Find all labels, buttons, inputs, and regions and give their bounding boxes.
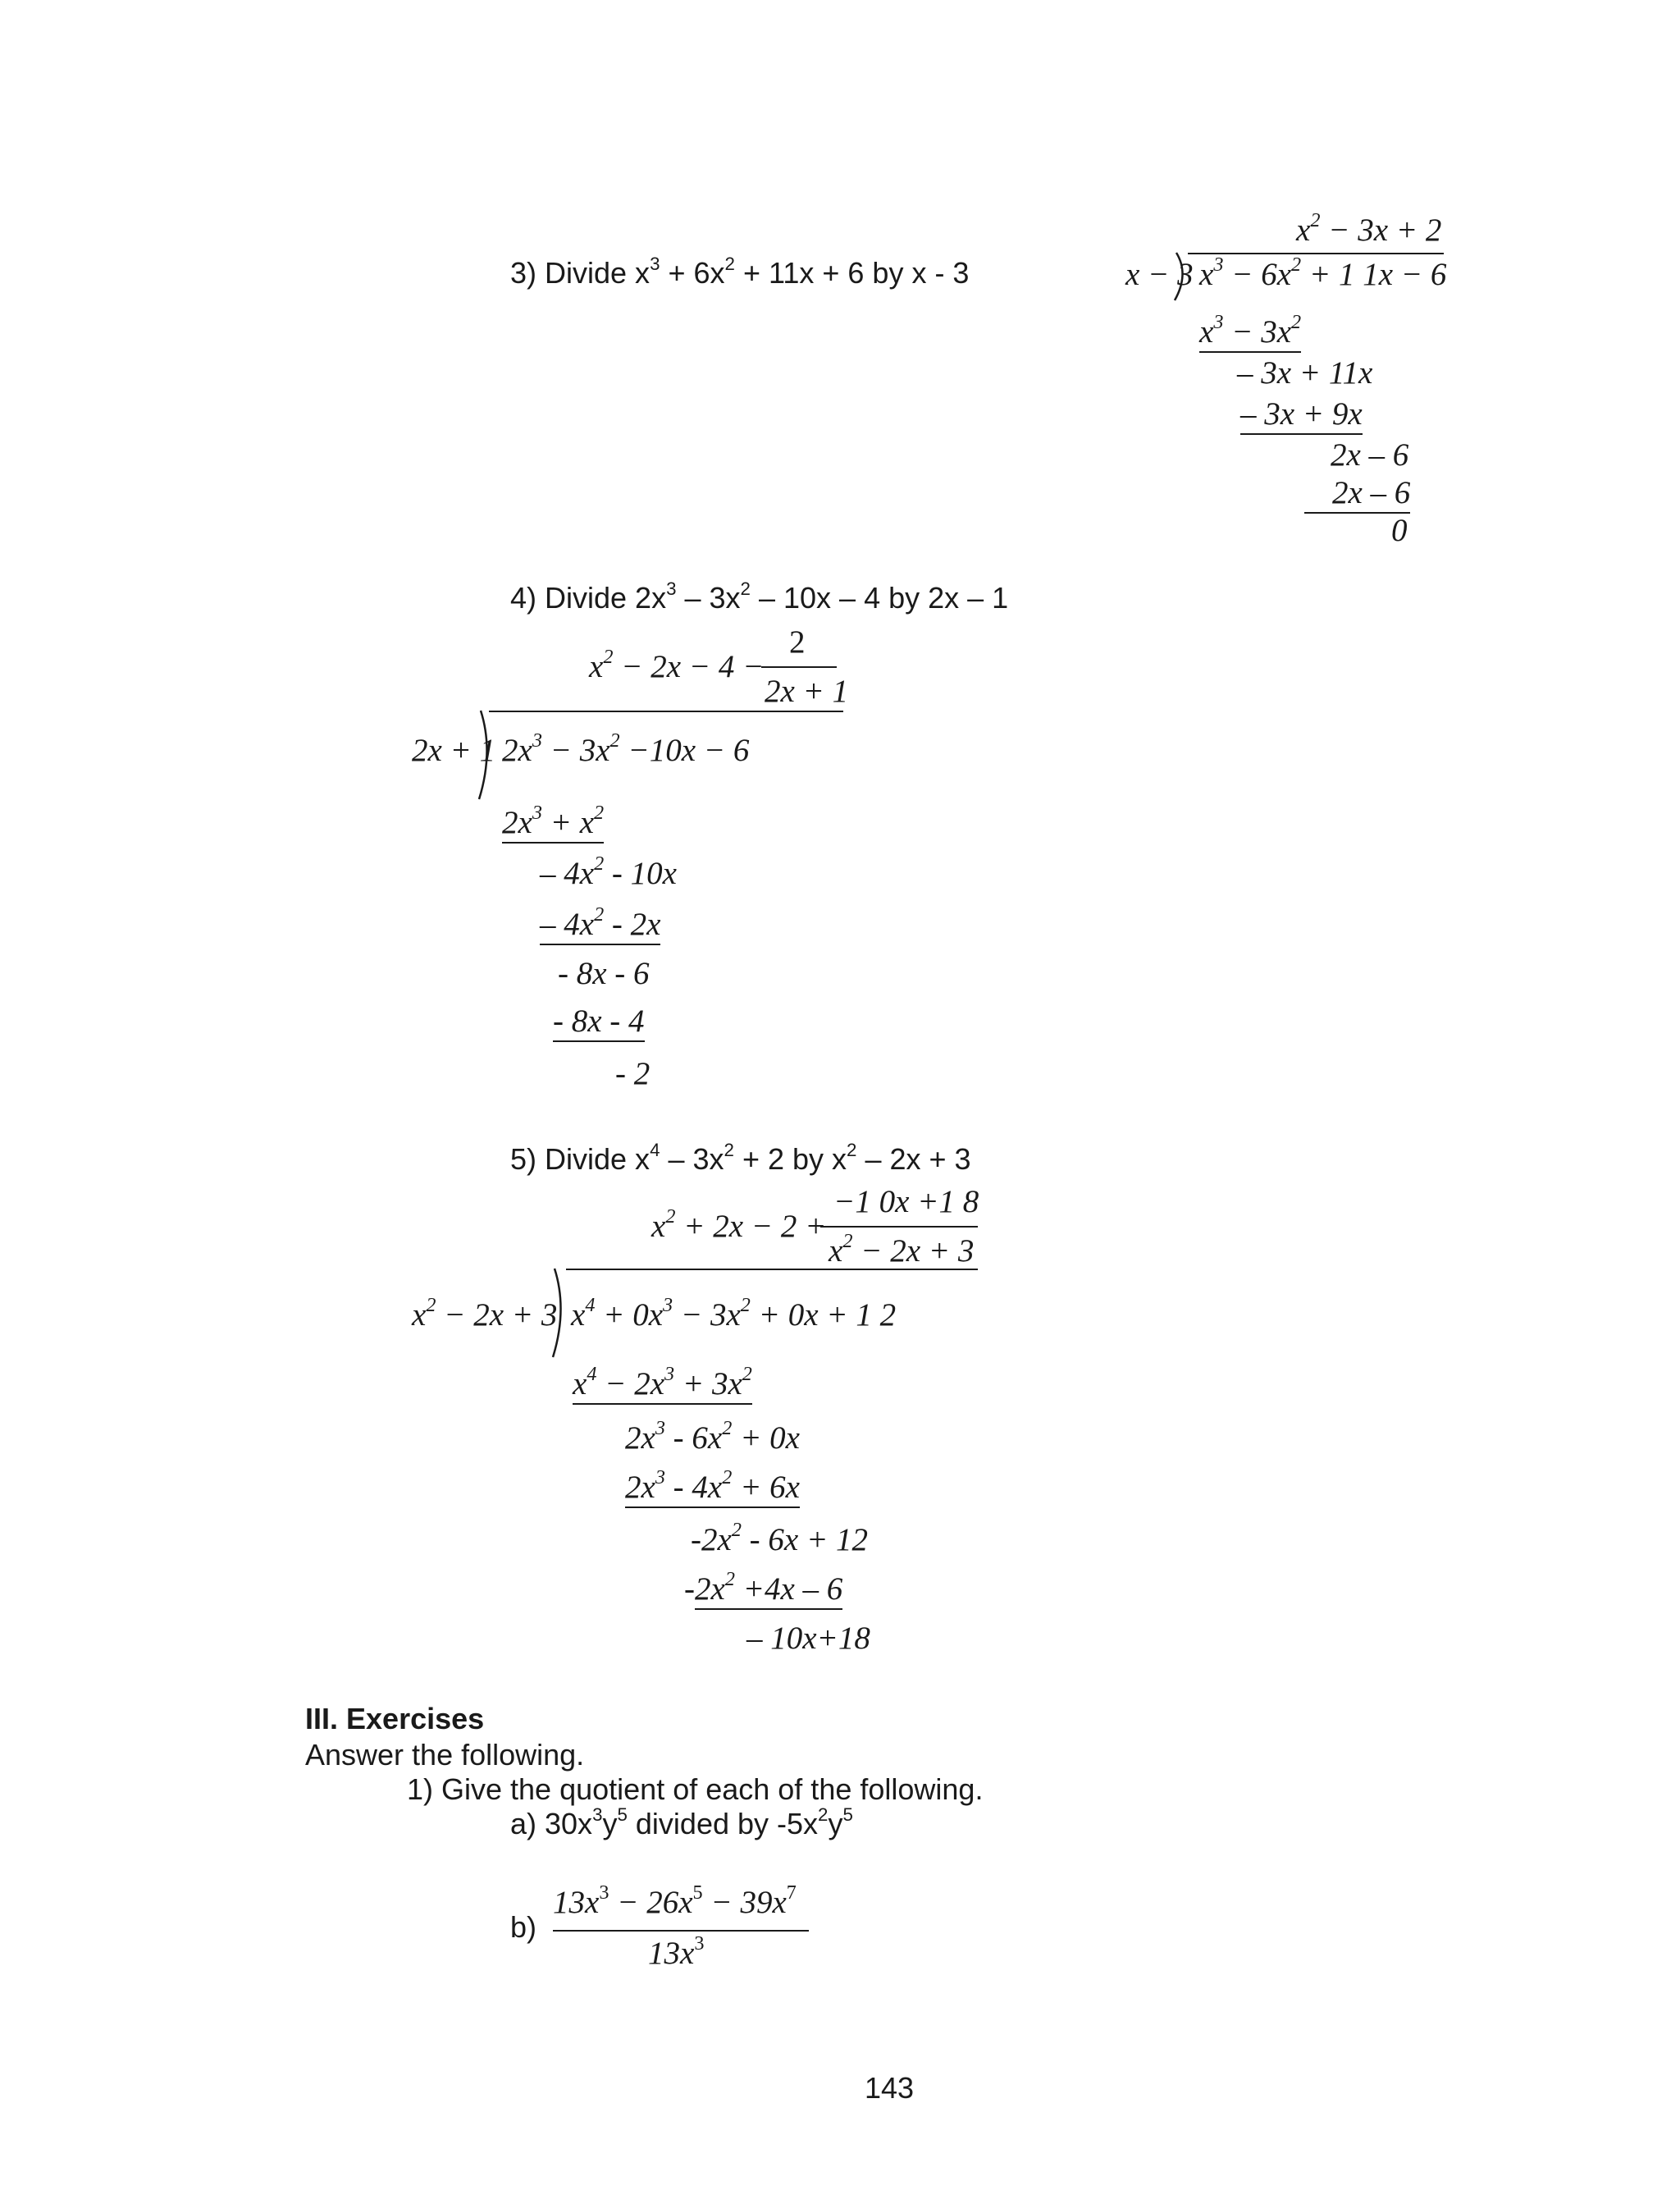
problem-4-remainder-2: - 8x - 6	[558, 956, 650, 991]
problem-5-step-2: $2x^3 - 4x^2 + 6x$	[625, 1469, 800, 1506]
page-number: 143	[865, 2071, 915, 2105]
problem-4-divisor: 2x + 1	[412, 733, 496, 768]
problem-5-remainder-1: $2x^3 - 6x^2 + 0x$	[625, 1417, 800, 1456]
problem-5-divisor: $x^2 - 2x + 3$	[412, 1294, 558, 1333]
problem-4-step-3: - 8x - 4	[553, 1003, 645, 1040]
division-bar	[566, 1269, 978, 1270]
problem-4-quotient: $x^2 - 2x - 4$ −	[589, 646, 765, 684]
problem-3-remainder-2: 2x – 6	[1331, 437, 1409, 473]
problem-5-remainder-3: – 10x+18	[746, 1621, 870, 1656]
problem-3-remainder-1: – 3x + 11x	[1237, 355, 1373, 391]
problem-5-fraction-numerator: −1 0x +1 8	[833, 1184, 979, 1219]
problem-4-fraction-denominator: 2x + 1	[765, 674, 849, 709]
problem-4-statement: 4) Divide $2x^3 - 3x^2 - 10x - 4$ by 2x – 1	[510, 578, 1009, 615]
division-bar	[489, 711, 843, 712]
fraction-bar	[761, 666, 837, 668]
exercise-1b-denominator: $13x^3$	[648, 1932, 705, 1971]
problem-5-dividend: $x^4 + 0x^3 - 3x^2 + 0x + 1$ 2	[571, 1294, 897, 1333]
problem-4-fraction-numerator: 2	[789, 624, 806, 660]
problem-3-step-3: 2x – 6	[1304, 474, 1410, 511]
exercises-heading: III. Exercises	[305, 1702, 485, 1735]
exercise-1b-numerator: $13x^3 - 26x^5 - 39x^7$	[553, 1881, 797, 1920]
problem-4-remainder-3: - 2	[615, 1056, 651, 1091]
problem-5-step-3: $-2x^2 +4x - 6$	[684, 1570, 842, 1607]
problem-4-step-1: $2x^3 + x^2$	[502, 804, 604, 841]
exercise-item-1a: a) $30x^3y^5$ divided by $-5x^2y^5$	[510, 1804, 853, 1840]
exercises-intro: Answer the following.	[305, 1738, 585, 1772]
fraction-bar	[820, 1226, 978, 1228]
problem-4-step-2: – $4x^2 - 2x$	[540, 906, 660, 943]
problem-3-divisor: x − 3	[1125, 257, 1194, 292]
problem-3-step-2: – 3x + 9x	[1240, 395, 1363, 432]
division-bar	[1188, 253, 1444, 254]
problem-5-quotient: $x^2 + 2x - 2$ +	[651, 1205, 827, 1244]
exercise-item-1: 1) Give the quotient of each of the following.	[407, 1772, 984, 1806]
problem-3-dividend: $x^3 - 6x^2 + 1$ 1x − 6	[1199, 254, 1447, 292]
problem-5-statement: 5) Divide $x^4 - 3x^2 + 2$ by $x^2 - 2x + 3$	[510, 1140, 971, 1176]
problem-4-remainder-1: – $4x^2 - 10x$	[540, 853, 677, 891]
problem-3-remainder-3: 0	[1391, 513, 1408, 548]
problem-3-step-1: $x^3 - 3x^2$	[1199, 313, 1301, 350]
fraction-bar	[553, 1930, 809, 1932]
problem-4-dividend: $2x^3 - 3x^2 -10x - 6$	[502, 729, 750, 768]
problem-5-fraction-denominator: $x^2 - 2x + 3$	[829, 1230, 975, 1269]
problem-5-remainder-2: $-2x^2 - 6x + 12$	[691, 1519, 869, 1557]
problem-3-quotient: $x^2 - 3x + 2$	[1296, 209, 1442, 248]
problem-3-statement: 3) Divide $x^3 + 6x^2 + 11x + 6$ by x - 3	[510, 254, 970, 290]
exercise-item-1b-label: b)	[510, 1910, 537, 1944]
problem-5-step-1: $x^4 - 2x^3 + 3x^2$	[573, 1365, 752, 1402]
